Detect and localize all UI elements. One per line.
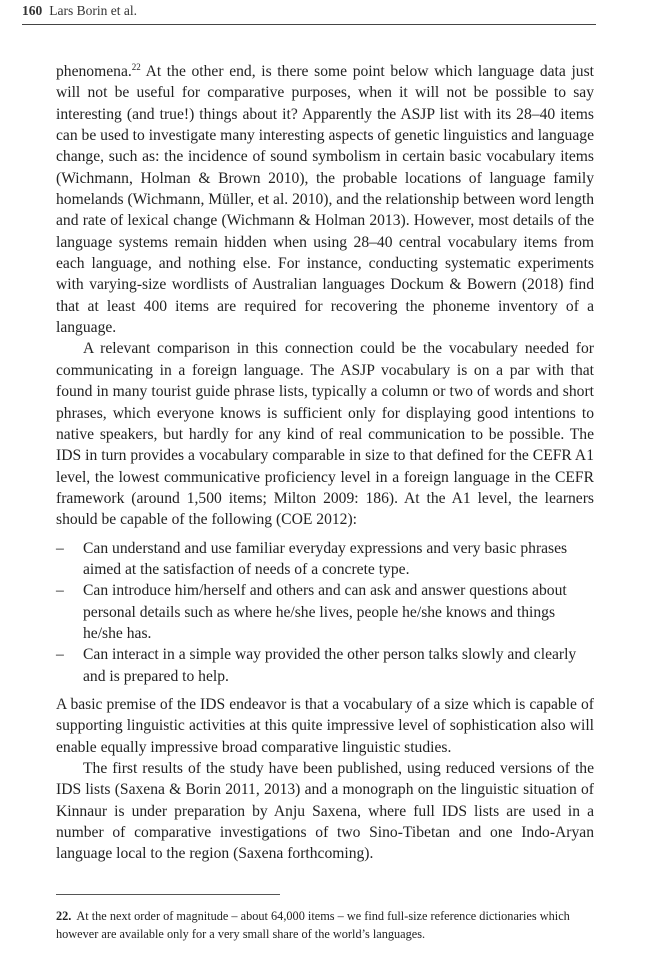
running-head-authors: Lars Borin et al. [49, 3, 137, 18]
paragraph-4: The first results of the study have been published, using reduced versions of the IDS lists (Saxena & Borin 2011, 2013) and a monograph on the linguistic situation of Kinnaur is under preparation by Anju Saxena, where full IDS lists are used in a number of comparative investigations of two Sino-Tibetan and one Indo-Aryan language local to the region (Saxena forthcoming). [56, 760, 594, 863]
list-item-text: Can interact in a simple way provided the other person talks slowly and clearly and is prepared to help. [83, 646, 577, 685]
dash-marker: – [56, 539, 64, 557]
footnote [56, 907, 594, 943]
footnote-text: At the next order of magnitude – about 64,000 items – we find full-size reference dictionaries which however are available only for a very small share of the world’s languages. [56, 909, 570, 941]
dash-marker: – [56, 582, 64, 600]
page-number: 160 [22, 3, 43, 18]
footnote-number: 22. [56, 909, 72, 923]
list-item-text: Can introduce him/herself and others and can ask and answer questions about personal details such as where he/she lives, people he/she knows and things he/she has. [83, 582, 567, 642]
paragraph-1-start: phenomena. [56, 63, 132, 80]
footnote-rule [56, 894, 280, 895]
body-text [56, 61, 594, 865]
bullet-list [56, 538, 594, 687]
list-item [56, 644, 594, 687]
footnote-reference[interactable]: 22 [131, 62, 141, 72]
dash-marker: – [56, 646, 64, 664]
list-item [56, 580, 594, 644]
paragraph-3: A basic premise of the IDS endeavor is that a vocabulary of a size which is capable of supporting linguistic activities at this quite impressive level of sophistication also will enable equally impressive broad comparative linguistic studies. [56, 695, 594, 756]
header-rule [22, 24, 596, 25]
running-header [22, 0, 596, 22]
paragraph-1 [56, 61, 594, 338]
list-item-text: Can understand and use familiar everyday expressions and very basic phrases aimed at the satisfaction of needs of a concrete type. [83, 539, 568, 578]
list-item [56, 538, 594, 581]
paragraph-2: A relevant comparison in this connection could be the vocabulary needed for communicating in a foreign language. The ASJP vocabulary is on a par with that found in many tourist guide phrase lists, typically a column or two of words and short phrases, which everyone knows is sufficient only for displaying good intentions to native speakers, but hardly for any kind of real communication to be possible. The IDS in turn provides a vocabulary comparable in size to that defined for the CEFR A1 level, the lowest communicative proficiency level in a foreign language in the CEFR framework (around 1,500 items; Milton 2009: 186). At the A1 level, the learners should be capable of the following (COE 2012): [56, 340, 594, 529]
paragraph-1-rest: At the other end, is there some point below which language data just will not be useful for comparative purposes, when it will not be possible to say interesting (and true!) things about it? Apparently the ASJP list with its 28–40 items can be used to investigate many interesting aspects of genetic linguistics and language change, such as: the incidence of sound symbolism in certain basic vocabulary items (Wichmann, Holman & Brown 2010), the probable locations of language family homelands (Wichmann, Müller, et al. 2010), and the relationship between word length and rate of lexical change (Wichmann & Holman 2013). However, most details of the language systems remain hidden when using 28–40 central vocabulary items from each language, and nothing else. For instance, conducting systematic experiments with varying-size wordlists of Australian languages Dockum & Bowern (2018) find that at least 400 items are required for recovering the phoneme inventory of a language. [56, 63, 594, 337]
